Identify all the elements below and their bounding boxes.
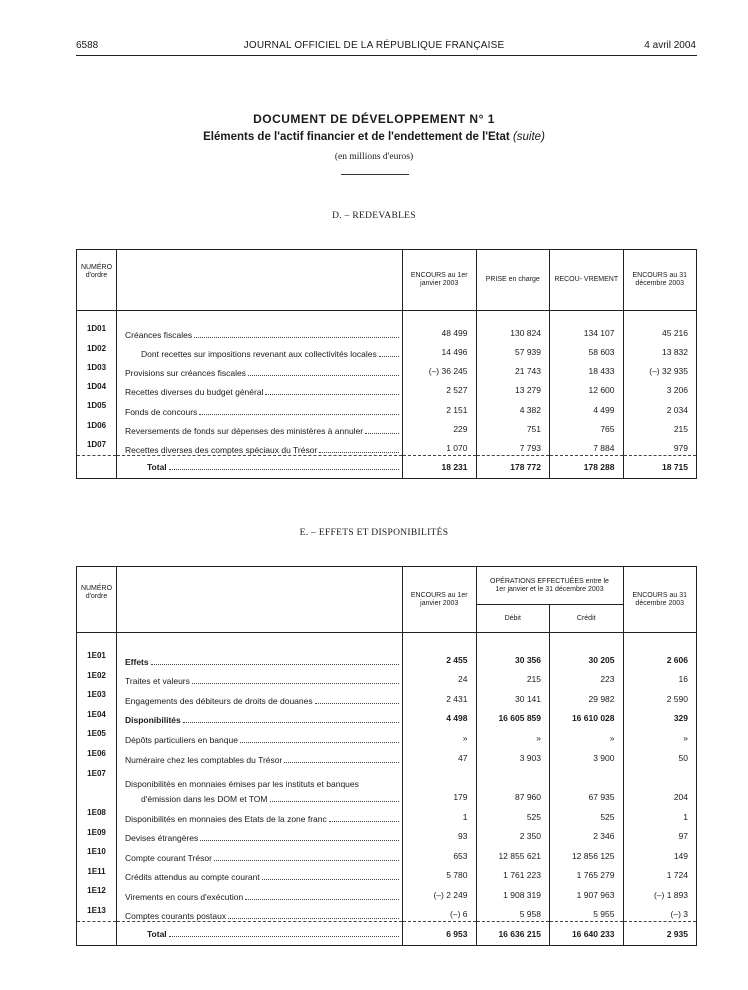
document-title: DOCUMENT DE DÉVELOPPEMENT N° 1	[253, 112, 495, 126]
row-label: Créances fiscales	[125, 329, 193, 340]
row-value-v1: 179	[403, 765, 477, 804]
row-value-v4: 149	[673, 850, 688, 861]
header-rule	[76, 55, 697, 56]
table-row	[77, 320, 697, 339]
row-value-v4: 329	[673, 713, 688, 724]
row-value-v4: 97	[678, 831, 688, 842]
table-row	[77, 647, 697, 667]
section-d-heading: D. – REDEVABLES	[332, 211, 416, 221]
row-value-v3: 134 107	[550, 320, 624, 339]
table-row	[77, 378, 697, 397]
row-label: Devises étrangères	[125, 833, 199, 844]
row-number: 1E05	[77, 725, 117, 745]
row-value-v4: 1	[683, 811, 688, 822]
row-label: Dont recettes sur impositions revenant aux collectivités locales	[141, 348, 377, 359]
total-label: Total	[147, 928, 167, 939]
table-row	[77, 902, 697, 922]
row-number: 1E01	[77, 647, 117, 667]
row-value-v2: 7 793	[476, 436, 550, 455]
redevables-table	[76, 249, 697, 479]
row-number: 1E11	[77, 863, 117, 883]
document-subtitle	[0, 131, 748, 143]
units-note: (en millions d'euros)	[334, 152, 414, 162]
row-value-v2: 2 350	[476, 824, 550, 844]
row-label: Numéraire chez les comptables du Trésor	[125, 754, 283, 765]
journal-title: JOURNAL OFFICIEL DE LA RÉPUBLIQUE FRANÇAISE	[243, 40, 505, 51]
row-number: 1E03	[77, 686, 117, 706]
col-encours-debut: ENCOURS au 1er janvier 2003	[403, 250, 477, 311]
row-label: Reversements de fonds sur dépenses des ministères à annuler	[125, 425, 364, 436]
table-row	[77, 706, 697, 726]
row-value-v2: 3 903	[476, 745, 550, 765]
row-value-v4: 215	[673, 423, 688, 434]
row-value-v4: 1 724	[666, 870, 688, 881]
total-encours-debut: 6 953	[403, 922, 477, 946]
row-value-v2: 751	[476, 417, 550, 436]
row-value-v3: 525	[550, 804, 624, 824]
row-value-v3: 1 907 963	[550, 882, 624, 902]
row-label: Disponibilités	[125, 715, 181, 726]
total-debit: 16 636 215	[476, 922, 550, 946]
row-value-v3: 1 765 279	[550, 863, 624, 883]
row-value-v4: 2 606	[666, 654, 688, 665]
row-value-v4: »	[683, 733, 688, 744]
row-label: Traites et valeurs	[125, 676, 190, 687]
col-operations: OPÉRATIONS EFFECTUÉES entre le 1er janvier et le 31 décembre 2003	[476, 567, 623, 605]
row-value-v4: 3 206	[666, 385, 688, 396]
row-value-v2: »	[476, 725, 550, 745]
row-number: 1E07	[77, 765, 117, 804]
row-value-v4: 16	[678, 674, 688, 685]
table-row	[77, 340, 697, 359]
row-label: Compte courant Trésor	[125, 852, 212, 863]
row-label: Disponibilités en monnaies des Etats de la zone franc	[125, 813, 327, 824]
row-label-continued: d'émission dans les DOM et TOM	[141, 793, 268, 804]
row-number: 1E09	[77, 824, 117, 844]
row-label: Crédits attendus au compte courant	[125, 872, 260, 883]
row-number: 1D06	[77, 417, 117, 436]
row-value-v4: 45 216	[662, 327, 688, 338]
row-value-v2: 30 141	[476, 686, 550, 706]
row-value-v1: 2 455	[403, 647, 477, 667]
total-row	[77, 922, 697, 946]
row-value-v4: 204	[673, 791, 688, 802]
row-value-v4: 979	[673, 442, 688, 453]
row-value-v3: 3 900	[550, 745, 624, 765]
row-value-v3: 58 603	[550, 340, 624, 359]
col-debit: Débit	[476, 605, 550, 633]
col-label	[117, 567, 403, 633]
row-label: Recettes diverses des comptes spéciaux du Trésor	[125, 444, 318, 455]
row-value-v2: 16 605 859	[476, 706, 550, 726]
row-value-v3: 5 955	[550, 902, 624, 922]
row-value-v1: 653	[403, 843, 477, 863]
total-label: Total	[147, 461, 167, 472]
row-value-v2: 57 939	[476, 340, 550, 359]
col-encours-fin: ENCOURS au 31 décembre 2003	[632, 271, 687, 287]
row-number: 1D02	[77, 340, 117, 359]
col-label	[117, 250, 403, 311]
col-encours-debut: ENCOURS au 1er janvier 2003	[403, 567, 477, 633]
total-encours-fin: 2 935	[623, 922, 697, 946]
row-label: Effets	[125, 656, 149, 667]
row-value-v1: 2 527	[403, 378, 477, 397]
row-value-v2: 13 279	[476, 378, 550, 397]
row-value-v4: 2 034	[666, 404, 688, 415]
row-value-v1: 93	[403, 824, 477, 844]
row-number: 1D03	[77, 359, 117, 378]
row-value-v3: 16 610 028	[550, 706, 624, 726]
row-value-v2: 30 356	[476, 647, 550, 667]
row-value-v1: 229	[403, 417, 477, 436]
col-numero: NUMÉRO d'ordre	[77, 567, 117, 633]
row-value-v1: (–) 36 245	[403, 359, 477, 378]
row-number: 1D01	[77, 320, 117, 339]
table-header-row	[77, 567, 697, 605]
table-row	[77, 863, 697, 883]
row-value-v4: (–) 32 935	[649, 366, 688, 377]
col-numero: NUMÉRO d'ordre	[77, 250, 117, 311]
row-value-v4: (–) 1 893	[653, 889, 688, 900]
row-number: 1E10	[77, 843, 117, 863]
row-label: Virements en cours d'exécution	[125, 891, 244, 902]
row-value-v4: (–) 3	[670, 909, 688, 920]
row-number: 1E04	[77, 706, 117, 726]
page-date: 4 avril 2004	[644, 40, 696, 51]
col-encours-fin: ENCOURS au 31 décembre 2003	[623, 567, 697, 633]
row-value-v2: 5 958	[476, 902, 550, 922]
row-value-v1: (–) 6	[403, 902, 477, 922]
table-row	[77, 843, 697, 863]
effets-table	[76, 566, 697, 946]
table-row	[77, 397, 697, 416]
row-value-v1: 24	[403, 667, 477, 687]
total-prise: 178 772	[476, 455, 550, 478]
row-value-v3: 12 600	[550, 378, 624, 397]
table-row	[77, 745, 697, 765]
row-label: Disponibilités en monnaies émises par les instituts et banques	[125, 778, 359, 789]
row-value-v2: 1 908 319	[476, 882, 550, 902]
col-recouvrement: RECOU- VREMENT	[550, 250, 624, 311]
row-value-v1: 47	[403, 745, 477, 765]
row-number: 1E06	[77, 745, 117, 765]
row-value-v3: 2 346	[550, 824, 624, 844]
table-header-row	[77, 250, 697, 311]
row-value-v2: 215	[476, 667, 550, 687]
row-number: 1D04	[77, 378, 117, 397]
subtitle-main: Eléments de l'actif financier et de l'endettement de l'Etat	[203, 131, 510, 143]
row-value-v3: 4 499	[550, 397, 624, 416]
row-number: 1E08	[77, 804, 117, 824]
table-row	[77, 436, 697, 455]
section-e-heading: E. – EFFETS ET DISPONIBILITÉS	[299, 528, 449, 538]
subtitle-suite: (suite)	[512, 131, 545, 143]
row-label: Recettes diverses du budget général	[125, 387, 264, 398]
row-value-v2: 525	[476, 804, 550, 824]
total-encours-fin: 18 715	[623, 455, 697, 478]
row-number: 1D05	[77, 397, 117, 416]
row-number: 1D07	[77, 436, 117, 455]
row-value-v2: 1 761 223	[476, 863, 550, 883]
row-value-v1: 48 499	[403, 320, 477, 339]
row-value-v4: 13 832	[662, 346, 688, 357]
row-value-v1: 5 780	[403, 863, 477, 883]
table-row	[77, 686, 697, 706]
row-value-v1: 2 151	[403, 397, 477, 416]
total-recouvrement: 178 288	[550, 455, 624, 478]
total-credit: 16 640 233	[550, 922, 624, 946]
row-value-v1: (–) 2 249	[403, 882, 477, 902]
table-row	[77, 804, 697, 824]
row-label: Comptes courants postaux	[125, 911, 227, 922]
row-value-v3: 30 205	[550, 647, 624, 667]
row-label: Dépôts particuliers en banque	[125, 735, 238, 746]
row-number: 1E02	[77, 667, 117, 687]
row-value-v1: 4 498	[403, 706, 477, 726]
row-value-v1: 1	[403, 804, 477, 824]
row-label: Fonds de concours	[125, 406, 198, 417]
row-label: Provisions sur créances fiscales	[125, 368, 246, 379]
row-value-v3: 29 982	[550, 686, 624, 706]
row-value-v2: 12 855 621	[476, 843, 550, 863]
table-row	[77, 667, 697, 687]
row-value-v3: 223	[550, 667, 624, 687]
row-value-v4: 50	[678, 752, 688, 763]
table-row	[77, 824, 697, 844]
table-row	[77, 359, 697, 378]
row-value-v2: 4 382	[476, 397, 550, 416]
row-value-v2: 21 743	[476, 359, 550, 378]
col-credit: Crédit	[550, 605, 624, 633]
row-value-v2: 130 824	[476, 320, 550, 339]
total-encours-debut: 18 231	[403, 455, 477, 478]
page-number: 6588	[76, 40, 99, 51]
row-value-v3: »	[550, 725, 624, 745]
row-value-v4: 2 590	[666, 693, 688, 704]
row-label: Engagements des débiteurs de droits de douanes	[125, 695, 313, 706]
row-number: 1E12	[77, 882, 117, 902]
row-value-v3: 7 884	[550, 436, 624, 455]
row-value-v2: 87 960	[476, 765, 550, 804]
row-number: 1E13	[77, 902, 117, 922]
row-value-v1: 14 496	[403, 340, 477, 359]
table-row	[77, 725, 697, 745]
row-value-v1: 1 070	[403, 436, 477, 455]
row-value-v1: 2 431	[403, 686, 477, 706]
row-value-v3: 765	[550, 417, 624, 436]
col-prise: PRISE en charge	[476, 250, 550, 311]
row-value-v3: 67 935	[550, 765, 624, 804]
row-value-v3: 18 433	[550, 359, 624, 378]
row-value-v3: 12 856 125	[550, 843, 624, 863]
row-value-v1: »	[403, 725, 477, 745]
table-row	[77, 765, 697, 804]
table-row	[77, 417, 697, 436]
total-row	[77, 455, 697, 478]
table-row	[77, 882, 697, 902]
title-rule	[341, 174, 409, 175]
